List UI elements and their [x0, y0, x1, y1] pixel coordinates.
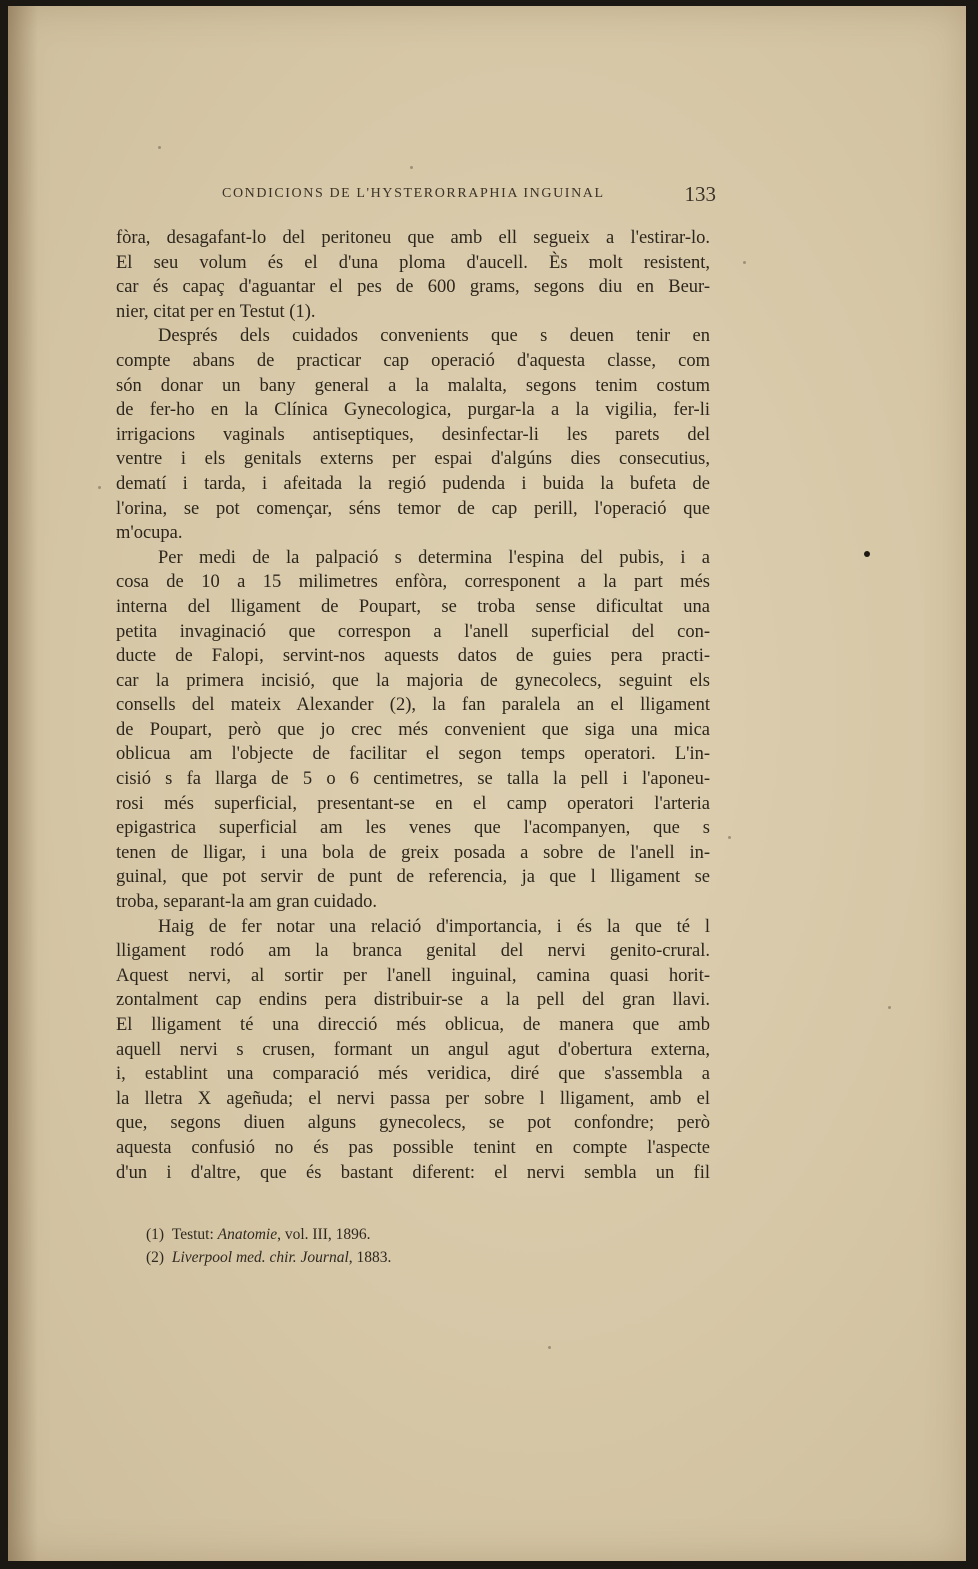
paper-fleck [98, 486, 101, 489]
text-line: car és capaç d'aguantar el pes de 600 grams, segons diu en Beur- [116, 277, 710, 298]
text-line: l'orina, se pot començar, séns temor de cap perill, l'operació que [116, 498, 710, 519]
paper-fleck [410, 166, 413, 169]
text-line: cisió s fa llarga de 5 o 6 centimetres, se talla la pell i l'aponeu- [116, 769, 710, 790]
body-text [116, 226, 710, 1185]
page-spine-shadow [8, 6, 38, 1561]
text-line: El seu volum és el d'una ploma d'aucell. Ès molt resistent, [116, 252, 710, 273]
text-line: tenen de lligar, i una bola de greix posada a sobre de l'anell in- [116, 842, 710, 863]
text-line: ventre i els genitals externs per espai d'algúns dies consecutius, [116, 449, 710, 470]
text-line: aquell nervi s crusen, formant un angul agut d'obertura externa, [116, 1039, 710, 1060]
paper-fleck [743, 261, 746, 264]
text-line: d'un i d'altre, que és bastant diferent: el nervi sembla un fil [116, 1162, 710, 1183]
footnote-number: (1) [146, 1226, 165, 1243]
text-line: consells del mateix Alexander (2), la fan paralela an el lligament [116, 695, 710, 716]
text-line: troba, separant-la am gran cuidado. [116, 892, 377, 913]
text-line: compte abans de practicar cap operació d'aquesta classe, com [116, 350, 710, 371]
text-line: El lligament té una direcció més oblicua, de manera que amb [116, 1015, 710, 1035]
paper-fleck [158, 146, 161, 149]
text-line: m'ocupa. [116, 523, 183, 544]
text-line: irrigacions vaginals antiseptiques, desinfectar-li les parets del [116, 424, 710, 445]
footnote-text: Testut: [171, 1226, 218, 1243]
paper-fleck [888, 1006, 891, 1009]
text-line: petita invaginació que correspon a l'anell superficial del con- [116, 621, 710, 642]
text-line: de fer-ho en la Clínica Gynecologica, purgar-la a la vigilia, fer-li [116, 400, 710, 421]
ink-spot [864, 551, 870, 557]
text-line: de Poupart, però que jo crec més convenient que siga una mica [116, 719, 710, 740]
text-line: que, segons diuen alguns gynecolecs, se pot confondre; però [116, 1113, 710, 1134]
text-line: Aquest nervi, al sortir per l'anell inguinal, camina quasi horit- [116, 965, 710, 986]
text-line: Per medi de la palpació s determina l'espina del pubis, i a [158, 547, 710, 568]
text-line: epigastrica superficial am les venes que l'acompanyen, que s [116, 818, 710, 839]
text-line: nier, citat per en Testut (1). [116, 301, 316, 322]
text-line: zontalment cap endins pera distribuir-se a la pell del gran llavi. [116, 990, 710, 1011]
book-page [8, 6, 966, 1561]
text-line: cosa de 10 a 15 milimetres enfòra, corresponent a la part més [116, 572, 710, 593]
page-number: 133 [684, 182, 716, 206]
text-line: guinal, que pot servir de punt de referencia, ja que l lligament se [116, 867, 710, 888]
text-line: aquesta confusió no és pas possible tenint en compte l'aspecte [116, 1137, 710, 1158]
running-header [222, 184, 716, 208]
text-line: la lletra X ageñuda; el nervi passa per sobre l lligament, amb el [116, 1088, 710, 1109]
paper-fleck [548, 1346, 551, 1349]
footnote-text: , 1883. [348, 1249, 392, 1266]
footnote-number: (2) [146, 1249, 165, 1266]
footnote [146, 1223, 646, 1246]
footnote-text: , vol. III, 1896. [277, 1226, 371, 1243]
text-line: fòra, desagafant-lo del peritoneu que amb ell segueix a l'estirar-lo. [116, 228, 710, 248]
text-line: són donar un bany general a la malalta, segons tenim costum [116, 375, 710, 396]
text-line: i, establint una comparació més veridica, diré que s'assembla a [116, 1064, 710, 1085]
text-line: dematí i tarda, i afeitada la regió pudenda i buida la bufeta de [116, 473, 710, 494]
text-line: lligament rodó am la branca genital del nervi genito-crural. [116, 941, 710, 962]
text-line: ducte de Falopi, servint-nos aquests datos de guies pera practi- [116, 646, 710, 667]
footnote-title: Anatomie [217, 1226, 278, 1243]
running-title: CONDICIONS DE L'HYSTERORRAPHIA INGUINAL [222, 186, 605, 201]
text-line: interna del lligament de Poupart, se troba sense dificultat una [116, 596, 710, 617]
text-line: Haig de fer notar una relació d'importancia, i és la que té l [158, 916, 710, 937]
footnote-title: Liverpool med. chir. Journal [171, 1249, 349, 1266]
text-line: Després dels cuidados convenients que s deuen tenir en [158, 326, 710, 347]
text-line: oblicua am l'objecte de facilitar el segon temps operatori. L'in- [116, 744, 710, 765]
text-line: car la primera incisió, que la majoria de gynecolecs, seguint els [116, 670, 710, 691]
text-line: rosi més superficial, presentant-se en el camp operatori l'arteria [116, 793, 710, 814]
footnotes [146, 1223, 646, 1269]
footnote [146, 1246, 646, 1269]
paper-fleck [728, 836, 731, 839]
